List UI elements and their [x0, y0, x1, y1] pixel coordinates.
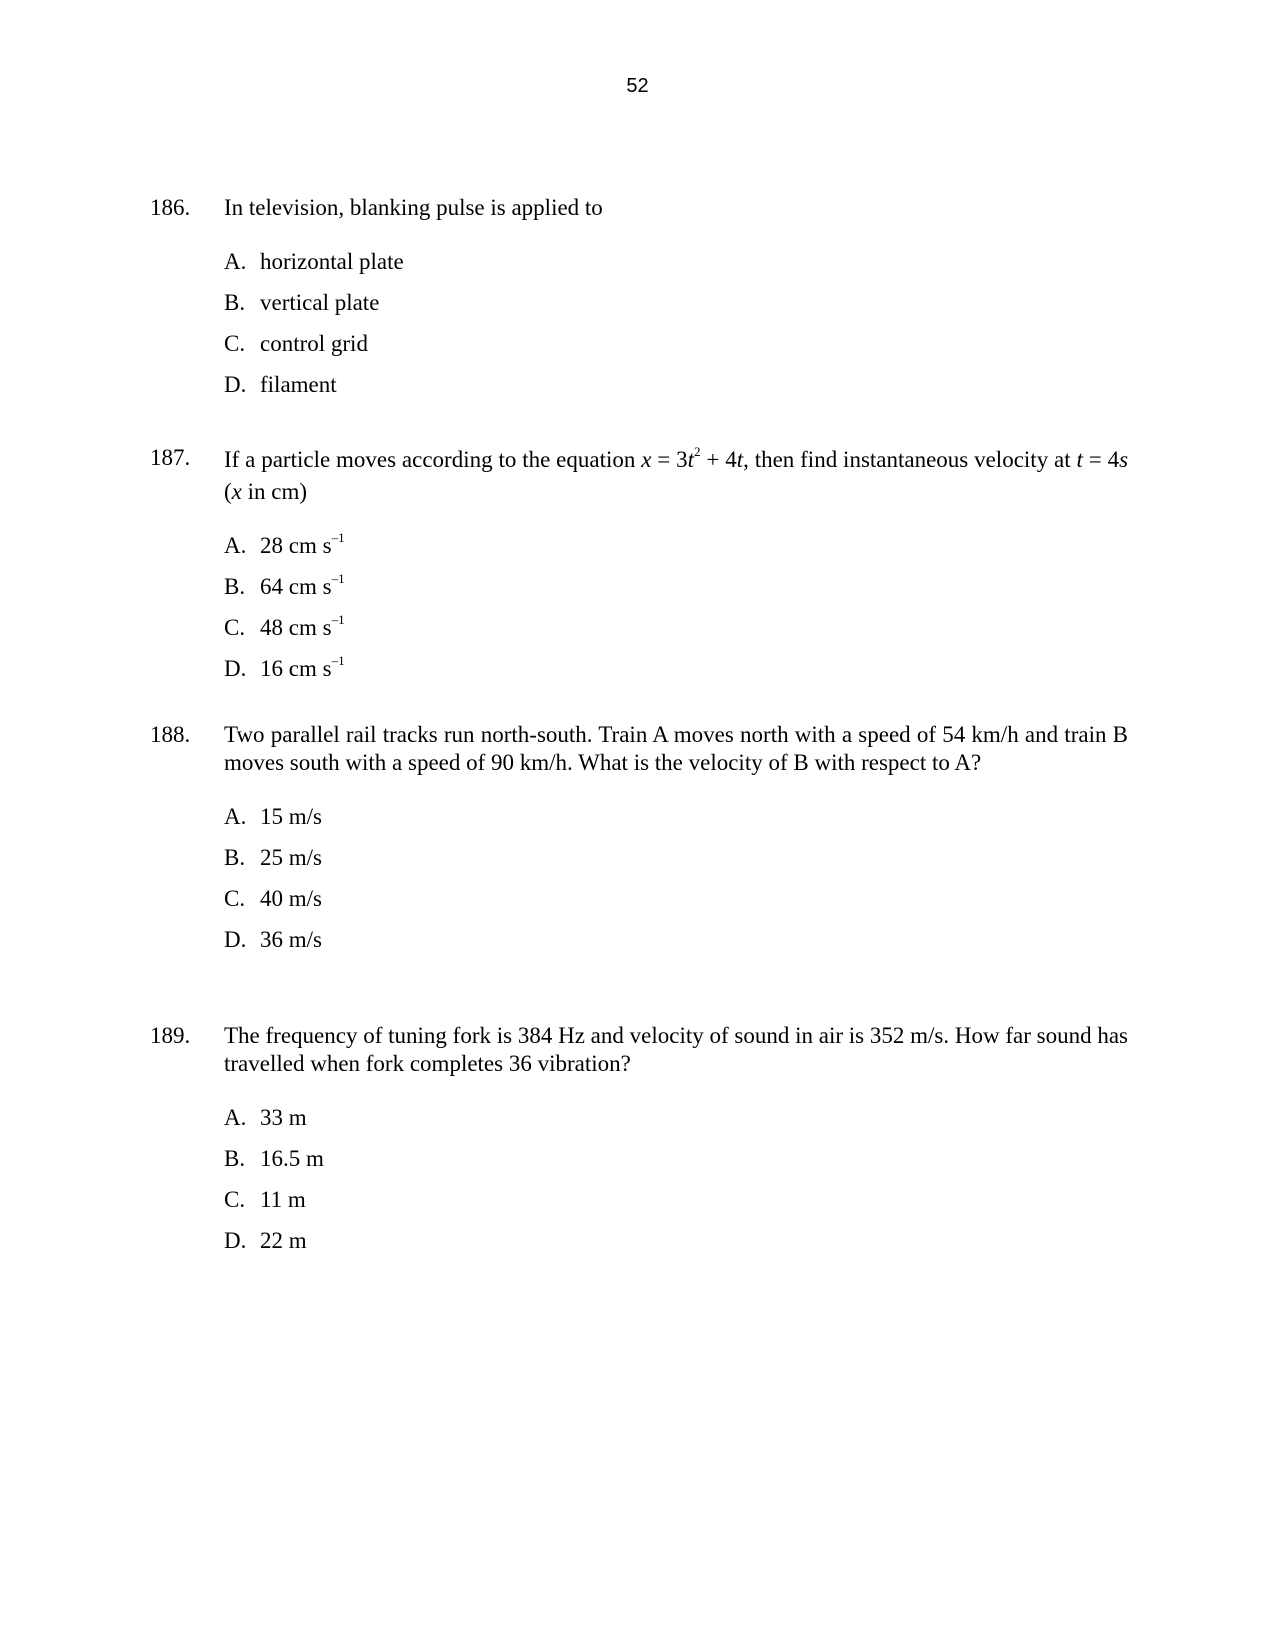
time-expression: [1077, 447, 1129, 472]
option-exponent: –1: [331, 571, 345, 587]
math-var: s: [1119, 447, 1129, 472]
option-letter: B.: [224, 290, 246, 315]
option-exponent: –1: [331, 653, 345, 669]
options-list: [224, 532, 1128, 696]
question-number: 186.: [150, 195, 191, 220]
option-letter: A.: [224, 533, 247, 558]
option-letter: A.: [224, 804, 247, 829]
math-var: t: [1076, 447, 1083, 472]
question-text: Two parallel rail tracks run north-south. Train A moves north with a speed of 54 km/h and train B moves south with a speed of 90 km/h. What is the velocity of B with respect to A?: [224, 722, 1128, 775]
question-189: [150, 1022, 1128, 1268]
option-b: [224, 289, 1128, 330]
math-var: t: [687, 447, 695, 472]
option-text: 11 m: [260, 1187, 306, 1212]
option-b: [224, 1145, 1128, 1186]
option-letter: C.: [224, 331, 246, 356]
math-op: + 4: [700, 447, 737, 472]
text-segment: (: [224, 479, 232, 504]
option-text: 48 cm s: [260, 615, 332, 640]
option-letter: A.: [224, 249, 247, 274]
question-188: [150, 721, 1128, 967]
option-d: [224, 1227, 1128, 1268]
option-a: [224, 803, 1128, 844]
option-letter: C.: [224, 886, 246, 911]
text-segment: If a particle moves according to the equation: [224, 447, 636, 472]
option-letter: D.: [224, 372, 247, 397]
text-segment: in cm): [241, 479, 308, 504]
question-number: 188.: [150, 722, 191, 747]
option-a: [224, 1104, 1128, 1145]
option-text: 25 m/s: [260, 845, 322, 870]
question-text: [224, 444, 1128, 508]
math-var: x: [641, 447, 652, 472]
option-letter: B.: [224, 1146, 246, 1171]
equation: [641, 444, 749, 472]
option-letter: B.: [224, 574, 246, 599]
options-list: [224, 1104, 1128, 1268]
options-list: [224, 803, 1128, 967]
option-text: control grid: [260, 331, 368, 356]
option-c: [224, 1186, 1128, 1227]
page-number: 52: [626, 75, 649, 97]
question-187: [150, 444, 1128, 696]
option-text: 64 cm s: [260, 574, 332, 599]
math-exponent: 2: [694, 444, 701, 460]
text-segment: then find instantaneous velocity at: [754, 447, 1071, 472]
option-text: 36 m/s: [260, 927, 322, 952]
option-d: [224, 371, 1128, 412]
question-text: The frequency of tuning fork is 384 Hz and velocity of sound in air is 352 m/s. How far sound has travelled when fork completes 36 vibration?: [224, 1023, 1128, 1076]
option-text: 22 m: [260, 1228, 307, 1253]
option-text: vertical plate: [260, 290, 380, 315]
option-b: [224, 844, 1128, 885]
option-letter: A.: [224, 1105, 247, 1130]
option-text: 16.5 m: [260, 1146, 324, 1171]
question-186: [150, 194, 1128, 412]
question-number: 187.: [150, 445, 191, 470]
unit-note: [224, 479, 307, 504]
option-letter: B.: [224, 845, 246, 870]
option-d: [224, 655, 1128, 696]
question-text: In television, blanking pulse is applied to: [224, 195, 603, 220]
option-letter: D.: [224, 927, 247, 952]
math-var: t: [736, 447, 744, 472]
option-d: [224, 926, 1128, 967]
option-text: 40 m/s: [260, 886, 322, 911]
options-list: [224, 248, 1128, 412]
option-exponent: –1: [331, 612, 345, 628]
option-c: [224, 885, 1128, 926]
option-text: 15 m/s: [260, 804, 322, 829]
option-exponent: –1: [331, 530, 345, 546]
option-letter: D.: [224, 656, 247, 681]
option-b: [224, 573, 1128, 614]
option-letter: C.: [224, 1187, 246, 1212]
math-op: = 3: [651, 447, 688, 472]
option-c: [224, 330, 1128, 371]
option-text: 28 cm s: [260, 533, 332, 558]
option-text: filament: [260, 372, 337, 397]
option-a: [224, 532, 1128, 573]
option-text: horizontal plate: [260, 249, 404, 274]
option-text: 33 m: [260, 1105, 307, 1130]
math-punct: ,: [743, 447, 749, 472]
option-c: [224, 614, 1128, 655]
option-letter: D.: [224, 1228, 247, 1253]
option-text: 16 cm s: [260, 656, 332, 681]
option-letter: C.: [224, 615, 246, 640]
question-number: 189.: [150, 1023, 191, 1048]
math-var: x: [231, 479, 242, 504]
math-op: = 4: [1082, 447, 1120, 472]
option-a: [224, 248, 1128, 289]
